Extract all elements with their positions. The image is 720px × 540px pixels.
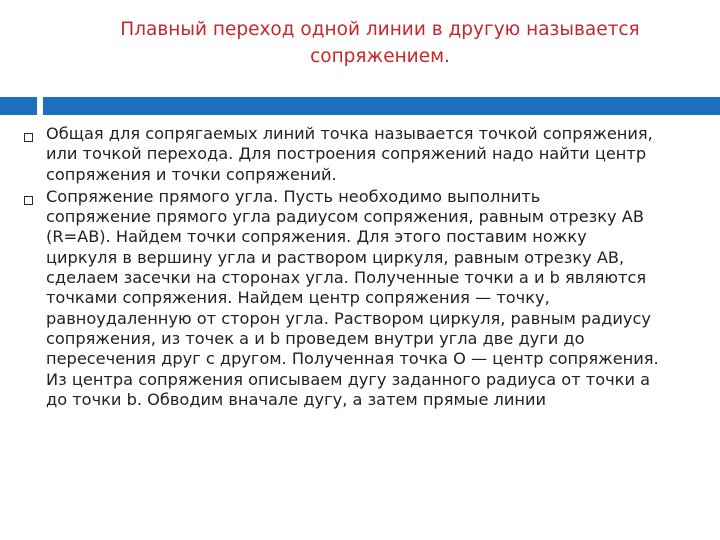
- square-bullet-icon: [24, 133, 33, 142]
- divider-small-segment: [0, 97, 37, 115]
- bullet-line: равноудаленную от сторон угла. Раствором циркуля, равным радиусу: [46, 308, 651, 328]
- slide-title: [60, 16, 700, 70]
- bullet-line: Из центра сопряжения описываем дугу заданного радиуса от точки a: [46, 369, 651, 389]
- bullet-line: до точки b. Обводим вначале дугу, а затем прямые линии: [46, 389, 547, 409]
- bullet-list: [20, 124, 710, 412]
- square-bullet-icon: [24, 196, 33, 205]
- bullet-line: циркуля в вершину угла и раствором циркуля, равным отрезку AB,: [46, 247, 625, 267]
- bullet-line: точками сопряжения. Найдем центр сопряжения — точку,: [46, 288, 550, 308]
- bullet-line: (R=AB). Найдем точки сопряжения. Для этого поставим ножку: [46, 227, 587, 247]
- bullet-line: Общая для сопрягаемых линий точка называется точкой сопряжения,: [46, 124, 653, 143]
- title-divider-bar: [0, 97, 720, 115]
- slide-title-line-2: сопряжением.: [310, 46, 450, 67]
- bullet-line: сопряжения, из точек a и b проведем внутри угла две дуги до: [46, 328, 585, 348]
- bullet-line: сопряжения и точки сопряжений.: [46, 164, 337, 184]
- bullet-line: сопряжение прямого угла радиусом сопряжения, равным отрезку AB: [46, 207, 644, 227]
- bullet-line: пересечения друг с другом. Полученная точка O — центр сопряжения.: [46, 349, 659, 369]
- divider-large-segment: [43, 97, 720, 115]
- bullet-item: [20, 124, 710, 185]
- bullet-item: [20, 187, 710, 410]
- bullet-line: Сопряжение прямого угла. Пусть необходимо выполнить: [46, 186, 541, 206]
- slide-title-line-1: Плавный переход одной линии в другую называется: [120, 19, 640, 40]
- bullet-line: или точкой перехода. Для построения сопряжений надо найти центр: [46, 144, 647, 164]
- bullet-line: сделаем засечки на сторонах угла. Полученные точки a и b являются: [46, 268, 647, 288]
